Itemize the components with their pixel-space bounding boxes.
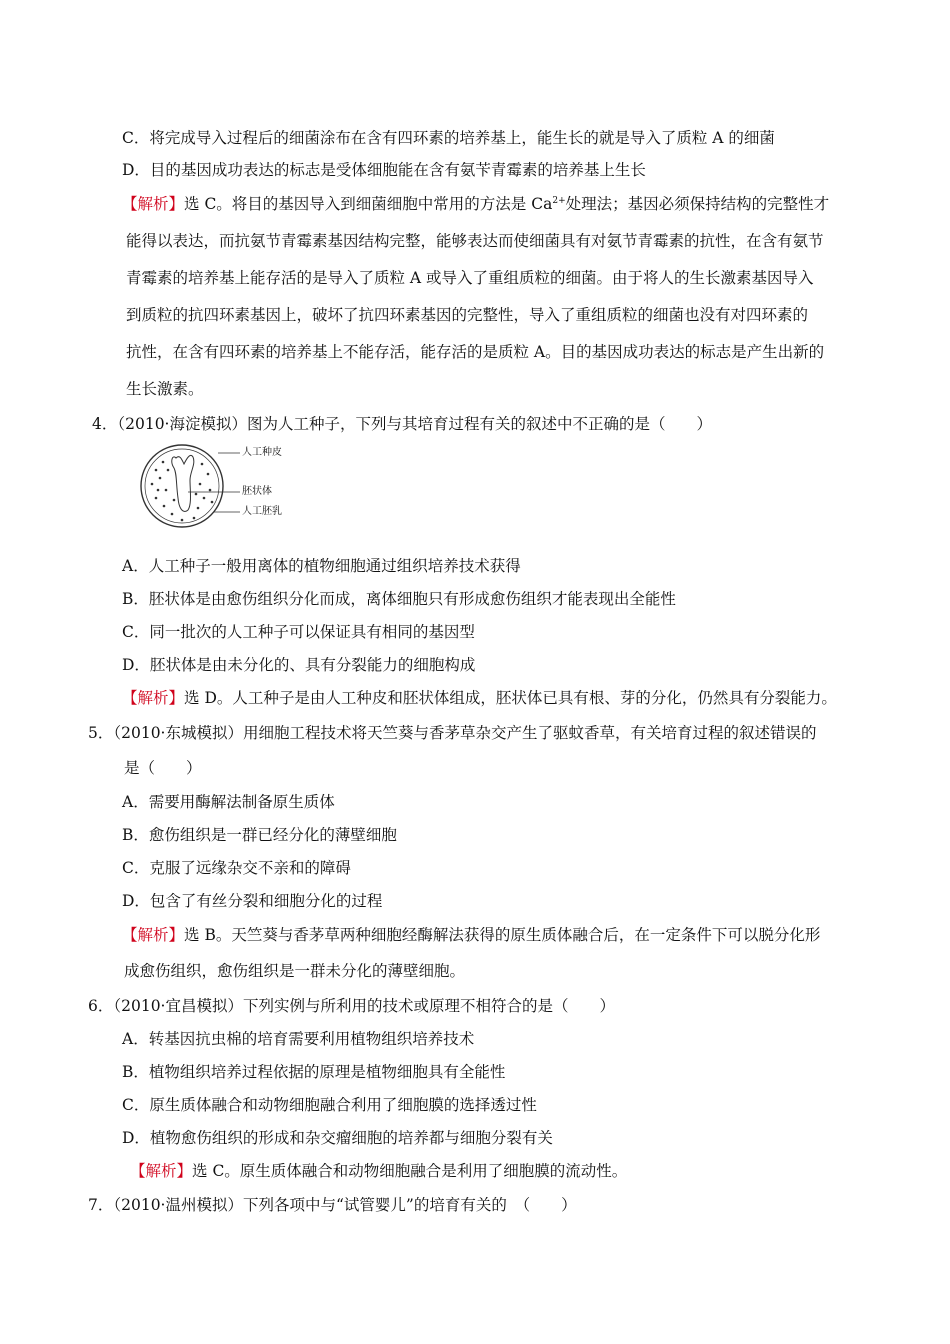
analysis-tag: 【解析】	[130, 1162, 193, 1180]
q5-stem-line-1: 5．（2010·东城模拟）用细胞工程技术将天竺葵与香茅草杂交产生了驱蚊香草，有关培育过程的叙述错误的	[88, 724, 817, 742]
q5-analysis-line-2: 成愈伤组织，愈伤组织是一群未分化的薄壁细胞。	[124, 962, 466, 980]
q4-option-c: C．同一批次的人工种子可以保证具有相同的基因型	[122, 623, 475, 641]
q3-analysis-line-4: 到质粒的抗四环素基因上，破坏了抗四环素基因的完整性，导入了重组质粒的细菌也没有对四环素的	[126, 306, 809, 324]
q6-stem: 6．（2010·宜昌模拟）下列实例与所利用的技术或原理不相符合的是（ ）	[88, 997, 615, 1015]
q3-analysis-text-b: 处理法；基因必须保持结构的完整性才	[565, 195, 830, 213]
analysis-tag: 【解析】	[122, 689, 185, 707]
q3-analysis-line-2: 能得以表达，而抗氨节青霉素基因结构完整，能够表达而使细菌具有对氨节青霉素的抗性，在含有氨节	[126, 232, 824, 250]
q5-analysis-text: 选 B。天竺葵与香茅草两种细胞经酶解法获得的原生质体融合后，在一定条件下可以脱分化形	[184, 926, 821, 944]
q5-option-b: B．愈伤组织是一群已经分化的薄壁细胞	[122, 826, 397, 844]
analysis-tag: 【解析】	[122, 195, 185, 213]
seed-coat-circle	[141, 445, 223, 527]
label-embryoid: 胚状体	[242, 486, 272, 497]
q5-option-a: A．需要用酶解法制备原生质体	[122, 793, 335, 811]
artificial-seed-figure	[138, 440, 298, 532]
q6-analysis	[130, 1161, 627, 1181]
q6-option-b: B．植物组织培养过程依据的原理是植物细胞具有全能性	[122, 1063, 506, 1081]
q3-analysis-line-6: 生长激素。	[126, 380, 204, 398]
q4-stem: 4．（2010·海淀模拟）图为人工种子，下列与其培育过程有关的叙述中不正确的是（ ）	[92, 415, 712, 433]
q4-option-d: D．胚状体是由未分化的、具有分裂能力的细胞构成	[122, 656, 476, 674]
q4-option-a: A．人工种子一般用离体的植物细胞通过组织培养技术获得	[122, 557, 521, 575]
q6-analysis-text: 选 C。原生质体融合和动物细胞融合是利用了细胞膜的流动性。	[192, 1162, 628, 1180]
label-artificial-seed-coat: 人工种皮	[242, 447, 282, 458]
label-artificial-endosperm: 人工胚乳	[242, 506, 282, 517]
q3-analysis-line-3: 青霉素的培养基上能存活的是导入了质粒 A 或导入了重组质粒的细菌。由于将人的生长激素基因导入	[126, 269, 814, 287]
analysis-tag: 【解析】	[122, 926, 185, 944]
q3-analysis-superscript: 2+	[552, 195, 566, 206]
q5-option-c: C．克服了远缘杂交不亲和的障碍	[122, 859, 351, 877]
q4-option-b: B．胚状体是由愈伤组织分化而成，离体细胞只有形成愈伤组织才能表现出全能性	[122, 590, 676, 608]
q3-analysis-text-a: 选 C。将目的基因导入到细菌细胞中常用的方法是 Ca	[184, 195, 553, 213]
q3-analysis-line-5: 抗性，在含有四环素的培养基上不能存活，能存活的是质粒 A。目的基因成功表达的标志是产生出新的	[126, 343, 825, 361]
q4-analysis-text: 选 D。人工种子是由人工种皮和胚状体组成，胚状体已具有根、芽的分化，仍然具有分裂能力。	[184, 689, 837, 707]
q6-option-c: C．原生质体融合和动物细胞融合利用了细胞膜的选择透过性	[122, 1096, 537, 1114]
option-d-q3: D．目的基因成功表达的标志是受体细胞能在含有氨苄青霉素的培养基上生长	[122, 161, 646, 179]
q3-analysis-line-1	[122, 194, 829, 214]
embryoid-shape	[172, 455, 194, 511]
option-c-q3: C．将完成导入过程后的细菌涂布在含有四环素的培养基上，能生长的就是导入了质粒 A 的细菌	[122, 129, 775, 147]
endosperm-dots	[151, 461, 214, 522]
q5-stem-line-2: 是（ ）	[124, 759, 202, 777]
q7-stem: 7．（2010·温州模拟）下列各项中与“试管婴儿”的培育有关的 （ ）	[88, 1196, 577, 1214]
q6-option-d: D．植物愈伤组织的形成和杂交瘤细胞的培养都与细胞分裂有关	[122, 1129, 553, 1147]
q4-analysis	[122, 688, 837, 708]
q5-option-d: D．包含了有丝分裂和细胞分化的过程	[122, 892, 383, 910]
q6-option-a: A．转基因抗虫棉的培育需要利用植物组织培养技术	[122, 1030, 475, 1048]
q5-analysis-line-1	[122, 925, 820, 945]
